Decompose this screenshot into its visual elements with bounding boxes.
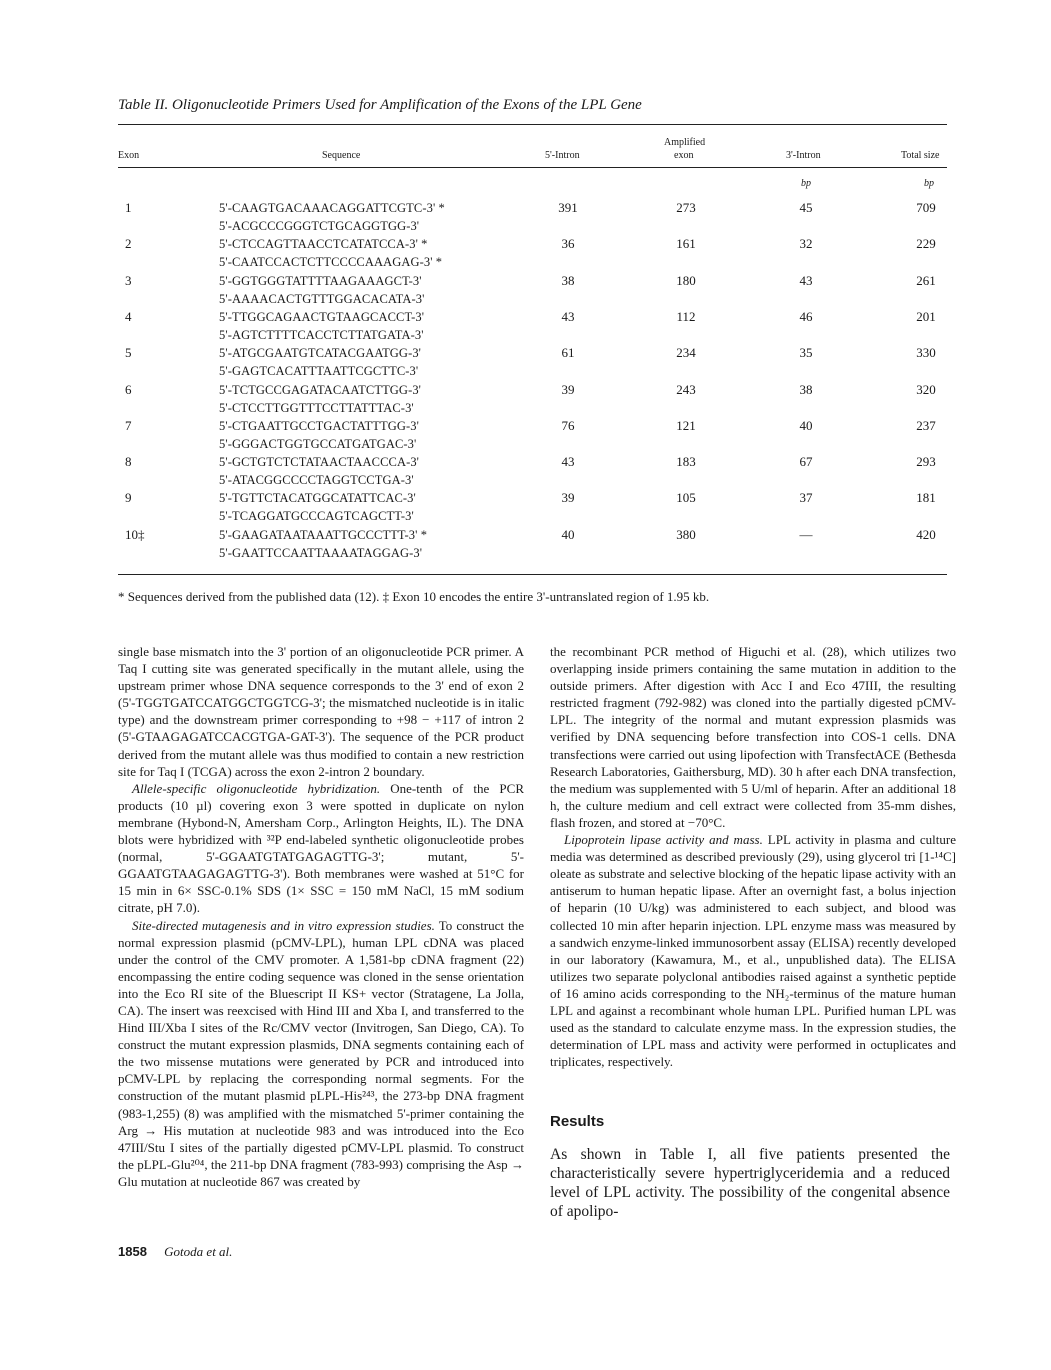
cell-3-intron: 40 <box>799 417 813 433</box>
results-heading: Results <box>550 1113 605 1130</box>
cell-sequence-reverse: 5'-CAATCCACTCTTCCCCAAAGAG-3' * <box>219 255 443 270</box>
cell-5-intron: 61 <box>561 345 575 361</box>
cell-total-size: 709 <box>916 200 936 215</box>
header-total-size: Total size <box>901 150 940 161</box>
paragraph-text: One-tenth of the PCR products (10 µl) covering exon 3 were spotted in duplicate on nylon membrane (Hybond-N, Amersham Corp., Arlington Heights, IL). The DNA blots were hybridized with ³²P end-labeled synthetic oligonucleotide probes (normal, 5'-GGAATGTATGAGAGTTG-3'; mutant, 5'-GGAATGTAAGAGAGTTG-3'). Both membranes were washed at 51°C for 15 min in 6× SSC-0.1% SDS (1× SSC = 150 mM NaCl, 15 mM sodium citrate, pH 7.0). <box>118 780 525 916</box>
cell-exon: 1 <box>125 200 132 215</box>
cell-sequence-reverse: 5'-GAATTCCAATTAAAATAGGAG-3' <box>219 545 423 560</box>
paragraph-heading: Lipoprotein lipase activity and mass. <box>564 832 763 848</box>
cell-sequence-reverse: 5'-CTCCTTGGTTTCCTTATTTAC-3' <box>219 400 414 415</box>
cell-sequence-reverse: 5'-AGTCTTTTCACCTCTTATGATA-3' <box>219 327 424 342</box>
cell-total-size: 293 <box>916 454 936 470</box>
cell-amplified-exon: 180 <box>676 272 696 288</box>
cell-exon: 7 <box>125 417 132 433</box>
cell-sequence-reverse: 5'-GGGACTGGTGCCATGATGAC-3' <box>219 436 417 451</box>
header-3-intron: 3'-Intron <box>786 150 821 161</box>
cell-amplified-exon: 234 <box>676 345 696 361</box>
cell-exon: 9 <box>125 490 132 506</box>
cell-3-intron: 45 <box>799 200 813 215</box>
paragraph-heading: Site-directed mutagenesis and in vitro expression studies. <box>132 917 435 933</box>
cell-sequence-forward: 5'-CTGAATTGCCTGACTATTTGG-3' <box>219 418 419 433</box>
cell-5-intron: 40 <box>561 526 575 542</box>
cell-3-intron: 38 <box>799 381 813 397</box>
cell-sequence-forward: 5'-GCTGTCTCTATAACTAACCCA-3' <box>219 455 420 470</box>
cell-exon: 10‡ <box>125 526 145 542</box>
paragraph-text: To construct the normal expression plasmid (pCMV-LPL), human LPL cDNA was placed under the control of the CMV promoter. A 1,581-bp cDNA fragment (22) encompassing the entire coding sequence was cloned in the sense orientation into the Eco RI site of the Bluescript II KS+ vector (Stratagene, La Jolla, CA). The insert was reexcised with Hind III and Xba I, and transferred to the Hind III/Xba I sites of the Rc/CMV vector (Invitrogen, San Diego, CA). To construct the mutant expression plasmids, DNA segments containing each of the two missense mutations were generated by PCR and introduced into pCMV-LPL by replacing the corresponding normal segments. For the construction of the mutant plasmid pLPL-His²⁴³, the 273-bp DNA fragment (983-1,255) (8) was amplified with the mismatched 5'-primer containing the Arg → His mutation at nucleotide 983 and was introduced into the Eco 47III/Stu I sites of the partially digested pCMV-LPL plasmid. To construct the pLPL-Glu²⁰⁴, the 211-bp DNA fragment (783-993) comprising the Asp → Glu mutation at nucleotide 867 was created by <box>118 917 524 1189</box>
cell-exon: 4 <box>125 308 132 324</box>
cell-amplified-exon: 183 <box>676 454 696 470</box>
table-title: Table II. Oligonucleotide Primers Used for Amplification of the Exons of the LPL Gene <box>118 97 642 113</box>
cell-amplified-exon: 105 <box>676 490 696 506</box>
cell-amplified-exon: 273 <box>676 200 696 215</box>
right-column <box>550 643 956 1070</box>
cell-5-intron: 43 <box>561 454 575 470</box>
cell-sequence-reverse: 5'-GAGTCACATTTAATTCGCTTC-3' <box>219 364 419 379</box>
cell-sequence-forward: 5'-GGTGGGTATTTTAAGAAAGCT-3' <box>219 273 422 288</box>
running-author: Gotoda et al. <box>164 1244 233 1259</box>
cell-3-intron: 35 <box>799 345 813 361</box>
paragraph: single base mismatch into the 3' portion of an oligonucleotide PCR primer. A Taq I cutting site was generated specifically in the mutant allele, using the upstream primer whose DNA sequence corresponds to the 3' end of exon 2 (5'-TGGTGATCCATGGCTGGTCG-3'; the mismatched nucleotide is in italic type) and the downstream primer corresponding to +98 − +117 of intron 2 (5'-GTAAGAGATCCACGTGA-GAT-3'). The sequence of the PCR product derived from the mutant allele was thus modified to contain a new restriction site for Taq I (TCGA) across the exon 2-intron 2 boundary. <box>118 644 524 779</box>
cell-exon: 8 <box>125 454 132 470</box>
cell-amplified-exon: 161 <box>676 236 696 252</box>
cell-3-intron: 37 <box>799 490 813 506</box>
cell-exon: 3 <box>125 272 132 288</box>
cell-total-size: 229 <box>916 236 936 252</box>
results-paragraph: As shown in Table I, all five patients presented the characteristically severe hypertriglyceridemia and a reduced level of LPL activity. The possibility of the congenital absence of apolipo- <box>550 1146 950 1220</box>
cell-3-intron: 32 <box>799 236 813 252</box>
table-top-rule <box>118 124 947 125</box>
page-number: 1858 <box>118 1244 147 1259</box>
unit-total-size: bp <box>924 178 934 189</box>
cell-sequence-reverse: 5'-ACGCCCGGGTCTGCAGGTGG-3' <box>219 219 420 233</box>
cell-5-intron: 391 <box>558 200 578 215</box>
cell-exon: 5 <box>125 345 132 361</box>
left-column <box>118 643 524 1190</box>
cell-5-intron: 36 <box>561 236 575 252</box>
cell-sequence-forward: 5'-CTCCAGTTAACCTCATATCCA-3' * <box>219 237 428 252</box>
paragraph <box>550 831 956 1070</box>
paragraph <box>118 917 524 1191</box>
cell-sequence-forward: 5'-GAAGATAATAAATTGCCCTTT-3' * <box>219 527 428 542</box>
cell-total-size: 261 <box>916 272 936 288</box>
cell-exon: 2 <box>125 236 132 252</box>
page-footer <box>118 1244 232 1260</box>
cell-3-intron: 43 <box>799 272 813 288</box>
cell-3-intron: 46 <box>799 308 813 324</box>
cell-sequence-forward: 5'-TCTGCCGAGATACAATCTTGG-3' <box>219 382 422 397</box>
cell-5-intron: 39 <box>561 381 575 397</box>
cell-sequence-forward: 5'-TTGGCAGAACTGTAAGCACCT-3' <box>219 309 425 324</box>
paragraph-text: LPL activity in plasma and culture media was determined as described previously (29), using glycerol tri [1-¹⁴C] oleate as substrate and selective blocking of the hepatic lipase activity with an antiserum to human hepatic lipase. After an overnight fast, a bolus injection of heparin (10 U/kg) was administered to each subject, and blood was collected 10 min after heparin injection. LPL enzyme mass was measured by a sandwich enzyme-linked immunosorbent assay (ELISA) recently developed in our laboratory (Kawamura, M., et al., unpublished data). The ELISA utilizes two separate polyclonal antibodies raised against a synthetic peptide of 16 amino acids corresponding to the NH₂-terminus of the mature human LPL and against a recombinant whole human LPL. Purified human LPL was used as the standard to calculate enzyme mass. In the expression studies, the determination of LPL mass and activity were performed in octuplicates and triplicates, respectively. <box>550 832 956 1070</box>
cell-exon: 6 <box>125 381 132 397</box>
cell-total-size: 420 <box>916 526 936 542</box>
cell-total-size: 201 <box>916 308 936 324</box>
table-footnote: * Sequences derived from the published data (12). ‡ Exon 10 encodes the entire 3'-untranslated region of 1.95 kb. <box>118 589 710 604</box>
cell-sequence-reverse: 5'-TCAGGATGCCCAGTCAGCTT-3' <box>219 509 414 524</box>
cell-total-size: 181 <box>916 490 936 506</box>
cell-sequence-forward: 5'-ATGCGAATGTCATACGAATGG-3' <box>219 346 422 361</box>
table-bottom-rule <box>118 574 947 575</box>
header-amplified-exon: exon <box>674 150 694 161</box>
cell-total-size: 237 <box>916 417 936 433</box>
cell-5-intron: 43 <box>561 308 575 324</box>
cell-5-intron: 76 <box>561 417 575 433</box>
cell-amplified-exon: 243 <box>676 381 696 397</box>
cell-amplified-exon: 380 <box>676 526 696 542</box>
cell-5-intron: 38 <box>561 272 575 288</box>
table-header-rule <box>118 167 947 168</box>
header-sequence: Sequence <box>322 150 361 161</box>
header-5-intron: 5'-Intron <box>545 150 580 161</box>
header-amplified: Amplified <box>664 137 706 148</box>
cell-sequence-reverse: 5'-AAAACACTGTTTGGACACATA-3' <box>219 291 425 306</box>
header-exon: Exon <box>118 150 140 161</box>
cell-3-intron: 67 <box>799 454 813 470</box>
cell-total-size: 320 <box>916 381 936 397</box>
paragraph <box>118 780 524 917</box>
cell-5-intron: 39 <box>561 490 575 506</box>
cell-sequence-forward: 5'-TGTTCTACATGGCATATTCAC-3' <box>219 491 416 506</box>
cell-total-size: 330 <box>916 345 936 361</box>
cell-sequence-reverse: 5'-ATACGGCCCCTAGGTCCTGA-3' <box>219 473 414 488</box>
paragraph: the recombinant PCR method of Higuchi et al. (28), which utilizes two overlapping inside primers containing the same mutation in addition to the outside primers. After digestion with Acc I and Eco 47III, the resulting restricted fragment (792-982) was cloned into the partially digested pCMV-LPL. The integrity of the normal and mutant expression plasmids was verified by DNA sequencing before transfection into COS-1 cells. DNA transfections were carried out using lipofection with TransfectACE (Bethesda Research Laboratories, Gaithersburg, MD). 30 h after each DNA transfection, the medium was supplemented with 5 U/ml of heparin. After an additional 18 h, the culture medium and cell extract were collected from 35-mm dishes, flash frozen, and stored at −70°C. <box>550 644 956 830</box>
cell-amplified-exon: 112 <box>676 308 696 324</box>
unit-3-intron: bp <box>801 178 811 189</box>
cell-sequence-forward: 5'-CAAGTGACAAACAGGATTCGTC-3' * <box>219 201 445 215</box>
cell-amplified-exon: 121 <box>676 417 696 433</box>
paragraph-heading: Allele-specific oligonucleotide hybridization. <box>132 780 381 796</box>
cell-3-intron: — <box>799 526 813 542</box>
